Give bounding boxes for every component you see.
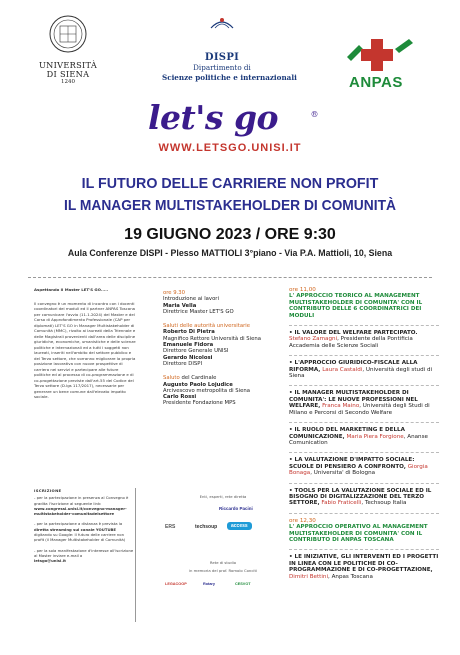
opening-speaker: Maria Vella xyxy=(163,302,197,309)
talk-initiatives xyxy=(289,549,439,580)
session-theory-title: L' APPROCCIO TEORICO AL MANAGEMENT MULTISTAKEHOLDER DI COMUNITA' CON IL CONTRIBUTO DELLE 6 COORDINATRICI DEI MODULI xyxy=(289,293,423,319)
greetings-block xyxy=(163,323,283,367)
university-year: 1240 xyxy=(61,79,75,85)
university-logo xyxy=(38,14,98,86)
talk-impact-title: • LA VALUTAZIONE D'IMPATTO SOCIALE: SCUOLE DI PENSIERO A CONFRONTO, xyxy=(289,457,415,470)
contact-email[interactable]: letsgo@unisi.it xyxy=(34,558,66,564)
greeting-speaker-2: Emanuele Fidora xyxy=(163,342,214,349)
registration-box xyxy=(34,488,136,622)
talk-welfare-title: • IL VALORE DEL WELFARE PARTECIPATO. xyxy=(289,330,418,337)
registration-text-1: - per la partecipazione in presenza al Convegno è gradita l'iscrizione al seguente link: xyxy=(34,495,129,506)
cardinal-role: Arcivescovo metropolita di Siena xyxy=(163,387,250,394)
dispi-emblem-icon xyxy=(207,14,237,48)
university-name-line2: DI SIENA xyxy=(46,69,90,79)
divider xyxy=(28,277,432,278)
opening-time: ore 9.30 xyxy=(163,290,186,296)
program-sessions xyxy=(289,287,439,586)
letsgo-logo xyxy=(148,98,318,137)
event-place: Aula Conferenze DISPI - Plesso MATTIOLI 3°piano - Via P.A. Mattioli, 10, Siena xyxy=(67,248,393,258)
opening-block xyxy=(163,290,283,315)
talk-legal-role: , Università degli studi di Siena xyxy=(289,366,433,380)
sponsor-logo-ers: ERS xyxy=(165,524,176,530)
registration-heading: ISCRIZIONE xyxy=(34,488,62,493)
dispi-acronym: DISPI xyxy=(204,52,240,63)
talk-manager-role: , Università degli Studi di Milano e Percorsi di Secondo Welfare xyxy=(289,403,430,416)
talk-tools-speaker: Fabio Fraticelli xyxy=(321,500,362,507)
website-url[interactable]: WWW.LETSGO.UNISI.IT xyxy=(158,142,302,154)
network-subtitle: in memoria del prof. Romolo Conciti xyxy=(188,568,258,573)
talk-tools xyxy=(289,483,439,507)
anpas-cross-icon xyxy=(327,35,427,75)
mps-speaker: Carlo Rossi xyxy=(163,394,197,401)
talk-legal-title: • L'APPROCCIO GIURIDICO-FISCALE ALLA RIFORMA, xyxy=(289,360,418,373)
talk-welfare xyxy=(289,325,439,349)
registration-link[interactable]: www.congressi.unisi.it/convegno-manager-multistakeholder-comunitadelsettore xyxy=(34,505,127,517)
registration-text-2: - per la partecipazione a distanza è prevista la xyxy=(34,521,123,527)
opening-label: Introduzione ai lavori xyxy=(163,296,219,303)
sponsors-label: Enti, esperti, rete diretta xyxy=(199,494,247,499)
talk-marketing-role: , Ananse Comunication xyxy=(289,433,428,446)
intro-column xyxy=(34,287,136,400)
talk-manager-speaker: Franca Maino xyxy=(322,403,360,410)
sponsors-area xyxy=(163,494,283,624)
university-name-line1: UNIVERSITÀ xyxy=(38,60,98,70)
talk-legal xyxy=(289,355,439,379)
anpas-logo xyxy=(327,35,427,93)
anpas-label: ANPAS xyxy=(349,74,403,91)
session-theory xyxy=(289,287,439,319)
talk-tools-role: , Techsoup Italia xyxy=(361,500,407,507)
greeting-role-2: Direttore Generale UNISI xyxy=(163,348,229,355)
cardinal-heading-2: del Cardinale xyxy=(181,375,217,382)
session-operative xyxy=(289,513,439,544)
greetings-heading: Saluti delle autorità universitarie xyxy=(163,323,250,330)
session-operative-title: L' APPROCCIO OPERATIVO AL MANAGEMENT MULTISTAKEHOLDER DI COMUNITA' CON IL CONTRIBUTO DI ANPAS TOSCANA xyxy=(289,524,428,543)
talk-impact xyxy=(289,452,439,476)
talk-manager xyxy=(289,385,439,416)
greeting-role-3: Direttore DISPI xyxy=(163,360,203,367)
event-date: 19 GIUGNO 2023 / ORE 9:30 xyxy=(124,226,336,243)
talk-impact-speaker: Giorgia Bonaga xyxy=(289,463,428,477)
network-logo-rotary: Rotary xyxy=(203,582,216,586)
talk-welfare-speaker: Stefano Zamagni xyxy=(289,336,338,343)
sponsor-logo-techsoup: techsoup xyxy=(195,524,218,530)
talk-legal-speaker: Laura Castaldi xyxy=(322,366,363,373)
session-operative-time: ore 12,30 xyxy=(289,517,316,524)
greeting-speaker-1: Roberto Di Pietra xyxy=(163,329,215,336)
university-seal-icon xyxy=(48,14,88,54)
opening-role: Direttrice Master LET'S GO xyxy=(163,308,234,315)
sponsor-logo-access: access xyxy=(227,522,252,530)
talk-manager-title: • IL MANAGER MULTISTAKEHOLDER DI COMUNITA': LE NUOVE PROFESSIONI NEL WELFARE, xyxy=(289,390,418,410)
streaming-label: diretta streaming sul canale YOUTUBE xyxy=(34,526,117,532)
department-line2: Scienze politiche e internazionali xyxy=(162,72,297,82)
network-label: Rete di studio xyxy=(209,560,237,565)
title-line1: IL FUTURO DELLE CARRIERE NON PROFIT xyxy=(81,175,379,192)
session-theory-time: ore 11,00 xyxy=(289,287,316,293)
intro-heading: Aspettando il Master LET'S GO..... xyxy=(34,287,109,292)
talk-welfare-role: , Presidente della Pontificia Accademia delle Scienze Sociali xyxy=(289,336,413,349)
title-line2: IL MANAGER MULTISTAKEHOLDER DI COMUNITÀ xyxy=(64,197,396,214)
greeting-speaker-3: Gerardo Nicolosi xyxy=(163,354,213,361)
talk-impact-role: , Universita' di Bologna xyxy=(310,470,376,477)
talk-initiatives-speaker: Dimitri Bettini xyxy=(289,573,329,580)
greeting-role-1: Magnifico Rettore Università di Siena xyxy=(163,335,262,342)
cardinal-heading: Saluto xyxy=(163,375,180,382)
department-line1: Dipartimento di xyxy=(193,63,251,72)
mps-role: Presidente Fondazione MPS xyxy=(163,400,236,407)
network-logo-legacoop: LEGACOOP xyxy=(165,582,187,586)
intro-paragraph: Il convegno è un momento di incontro con i docenti coordinatori dei moduli ed il partner ANPAS Toscana per comunicare l'avvio (11.1.2024) del Master e del Corso di Approfondimento Professionale (CAP per diplomati) LET'S GO in Manager Multistakeholder di Comunità (MMC), rivolto ai laureati della Triennale e delle Magistrali provenienti dall'area delle discipline giuridiche, economiche, umanistiche e delle scienze politiche e internazionali ed a tutti i soggetti non laureati, inseriti nell'ambito del settore pubblico e del Terzo settore, che vorranno migliorare la propria posizione lavorativa con nuove prospettive di carriera nei servizi e partecipare alle future politiche ed al processo di co-programmazione e di co-progettazione previste dall'art.55 del Codice del Terzo settore (D.lgs 117/2017), necessarie per generare un bene comune dall'elevato impatto sociale. xyxy=(34,300,136,399)
letsgo-logo-text: let's go xyxy=(148,98,279,137)
network-logo-cesvot: CESVOT xyxy=(235,582,251,586)
talk-initiatives-role: , Anpas Toscana xyxy=(328,573,373,580)
registration-text-4: - per la sola manifestazione d'interesse all'iscrizione al Master inviare e-mail a xyxy=(34,547,134,558)
cardinal-block xyxy=(163,375,283,406)
dispi-logo xyxy=(162,14,297,83)
talk-marketing xyxy=(289,422,439,446)
registered-mark: ® xyxy=(310,110,318,119)
sponsor-logo-pacini: Riccardo Pacini xyxy=(219,506,253,511)
talk-marketing-speaker: Maria Piera Forgione xyxy=(346,433,404,440)
talk-initiatives-title: • LE INIZIATIVE, GLI INTERVENTI ED I PROGETTI IN LINEA CON LE POLITICHE DI CO-PROGRAMMAZIONE E DI CO-PROGETTAZIONE, xyxy=(289,554,439,574)
cardinal-speaker: Augusto Paolo Lojudice xyxy=(163,381,233,388)
registration-text-3: digitando su Google: Il futuro delle carriere non profit (il Manager Multistakeholder di Comunità) xyxy=(34,532,126,543)
talk-tools-title: • TOOLS PER LA VALUTAZIONE SOCIALE ED IL BISOGNO DI DIGITALIZZAZIONE DEL TERZO SETTORE, xyxy=(289,487,432,507)
talk-marketing-title: • IL RUOLO DEL MARKETING E DELLA COMUNICAZIONE, xyxy=(289,427,405,440)
program-morning xyxy=(163,290,283,415)
